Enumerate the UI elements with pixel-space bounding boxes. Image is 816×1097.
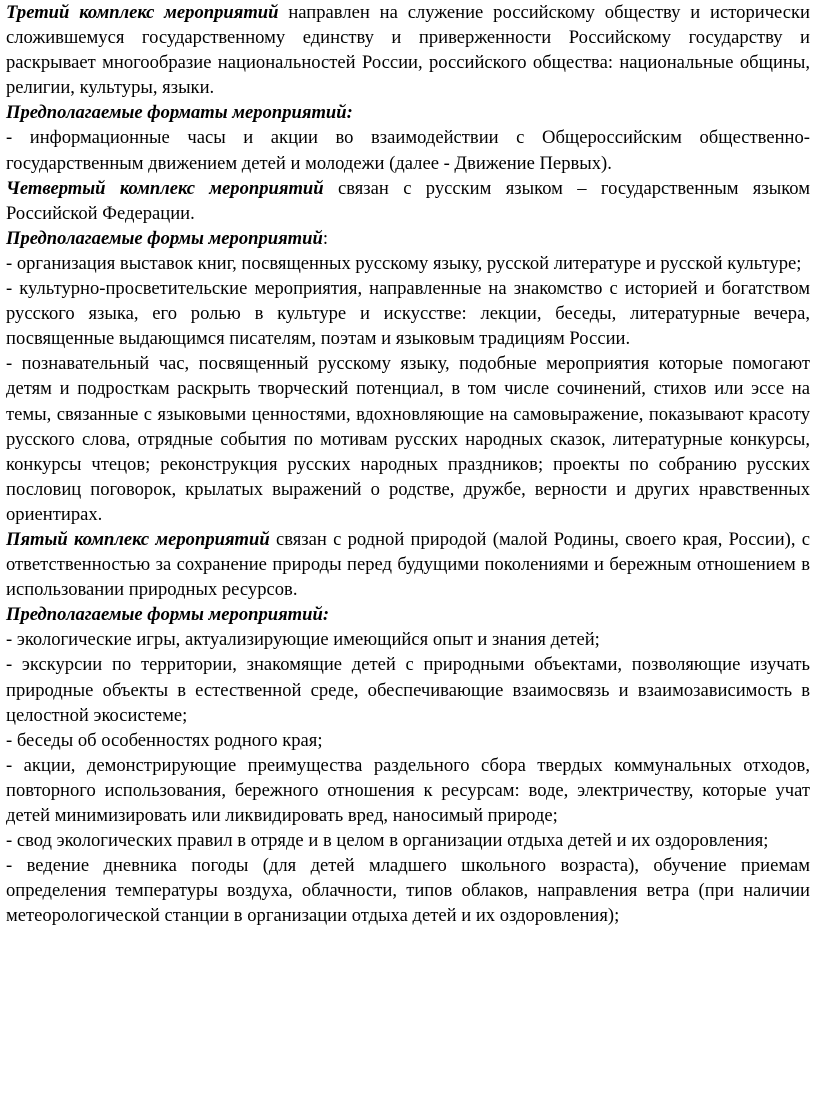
list-item-waste-actions: - акции, демонстрирующие преимущества раздельного сбора твердых коммунальных отходов, повторного использования, бережного отношения к ресурсам: воде, электричеству, которые учат детей минимизировать или ликвидировать вред, наносимый природе; [6, 754, 810, 826]
formats-heading: Предполагаемые форматы мероприятий: [6, 102, 353, 124]
list-item-weather-diary: - ведение дневника погоды (для детей младшего школьного возраста), обучение приемам определения температуры воздуха, облачности, типов облаков, направления ветра (при наличии метеорологической станции в организации отдыха детей и их оздоровления); [6, 855, 810, 927]
section-heading-forms-5 [6, 602, 810, 627]
third-complex-heading: Третий комплекс мероприятий [6, 2, 279, 23]
list-item-cognitive-hour: - познавательный час, посвященный русскому языку, подобные мероприятия которые помогают детям и подросткам раскрыть творческий потенциал, в том числе сочинений, стихов или эссе на темы, связанные с языковыми ценностями, вдохновляющие на самовыражение, показывают красоту русского слова, отрядные события по мотивам русских народных сказок, литературные конкурсы, конкурсы чтецов; реконструкция русских народных праздников; проекты по собранию русских пословиц поговорок, крылатых выражений о родстве, дружбе, верности и других нравственных ориентирах. [6, 353, 810, 525]
list-item-info-hours: - информационные часы и акции во взаимодействии с Общероссийским общественно-государственным движением детей и молодежи (далее - Движение Первых). [6, 127, 810, 174]
list-item-eco-rules: - свод экологических правил в отряде и в целом в организации отдыха детей и их оздоровления; [6, 830, 769, 852]
fifth-complex-text: связан с родной природой (малой Родины, своего края, России), с ответственностью за сохранение природы перед будущими поколениями и бережным отношением в использовании природных ресурсов. [6, 528, 810, 601]
list-item-native-land-talks: - беседы об особенностях родного края; [6, 729, 323, 751]
third-complex-text: направлен на служение российскому обществу и исторически сложившемуся государственному единству и приверженности Российскому государству и раскрывает многообразие национальностей России, российского общества: национальные общины, религии, культуры, языки. [6, 2, 810, 99]
list-item-excursions: - экскурсии по территории, знакомящие детей с природными объектами, позволяющие изучать природные объекты в естественной среде, обеспечивающие взаимосвязь и взаимозависимость в целостной экосистеме; [6, 654, 810, 726]
forms-heading-4-colon: : [322, 227, 329, 249]
fourth-complex-text: связан с русским языком – государственным языком Российской Федерации. [6, 177, 810, 224]
paragraph-fourth-complex [6, 176, 810, 226]
paragraph-third-complex [6, 0, 810, 100]
list-item-book-exhibitions: - организация выставок книг, посвященных русскому языку, русской литературе и русской культуре; [6, 252, 802, 274]
fourth-complex-heading: Четвертый комплекс мероприятий [6, 177, 324, 199]
section-heading-formats [6, 100, 810, 125]
forms-heading-5: Предполагаемые формы мероприятий: [6, 604, 330, 626]
fifth-complex-heading: Пятый комплекс мероприятий [6, 528, 270, 550]
paragraph-fifth-complex [6, 527, 810, 602]
section-heading-forms-4 [6, 226, 810, 251]
list-item-eco-games: - экологические игры, актуализирующие имеющийся опыт и знания детей; [6, 629, 600, 651]
list-item-cultural-events: - культурно-просветительские мероприятия, направленные на знакомство с историей и богатством русского языка, его ролью в культуре и искусстве: лекции, беседы, литературные вечера, посвященные выдающимся писателям, поэтам и языковым традициям России. [6, 278, 810, 350]
forms-heading-4: Предполагаемые формы мероприятий [6, 227, 323, 249]
